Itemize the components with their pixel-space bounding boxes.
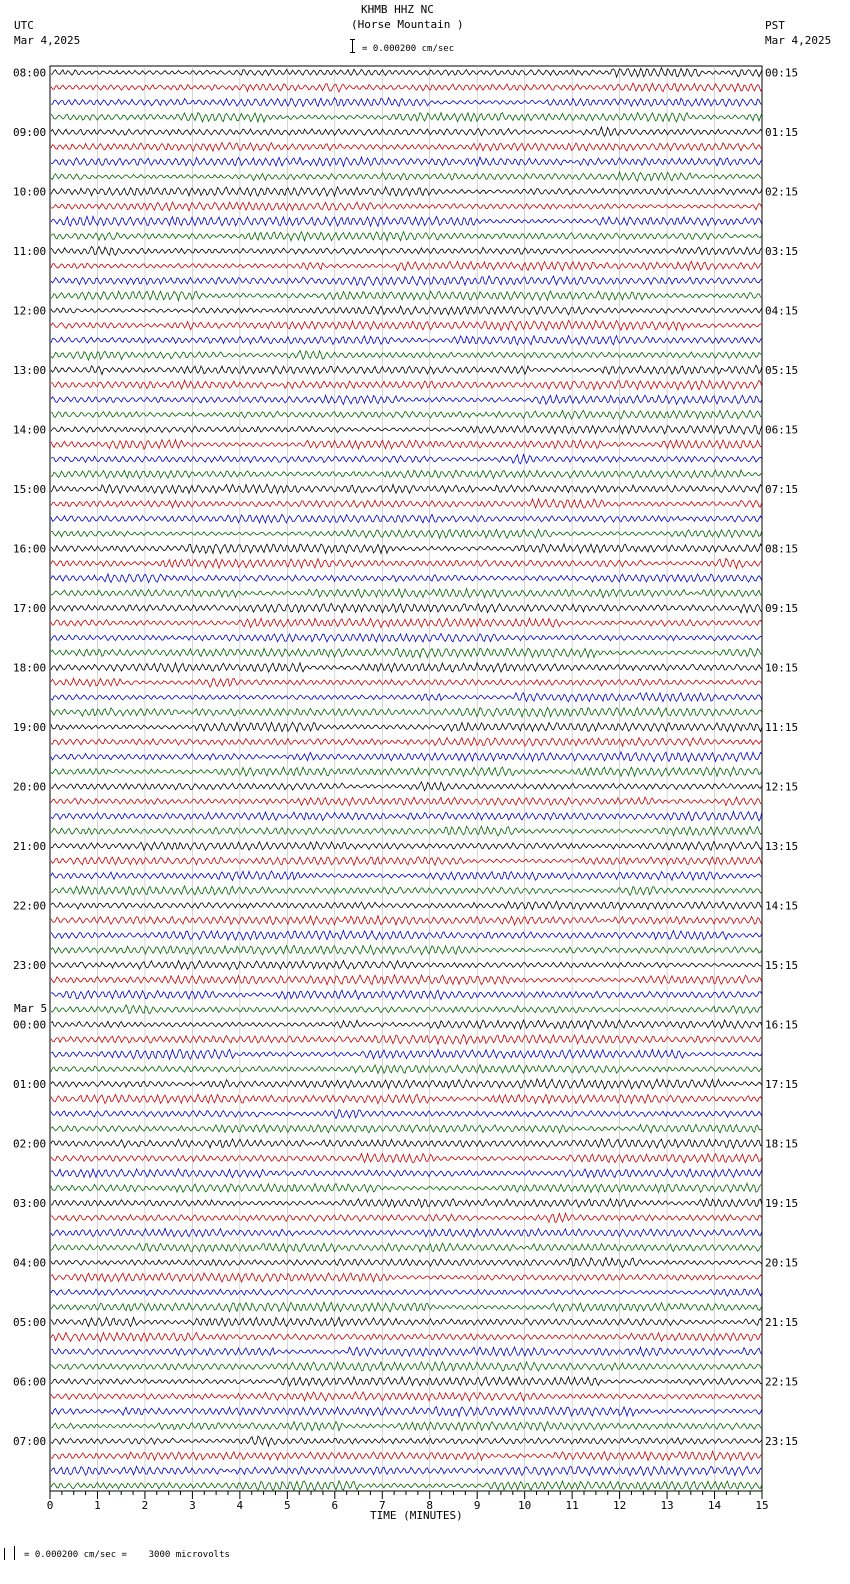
utc-hour-label: 04:00	[13, 1256, 47, 1270]
seismic-trace	[51, 990, 762, 999]
pst-hour-label: 04:15	[765, 304, 799, 318]
seismic-trace	[51, 663, 762, 672]
seismic-trace	[51, 589, 762, 598]
x-tick-label: 3	[189, 1499, 196, 1512]
seismic-trace	[51, 1035, 762, 1045]
seismic-trace	[51, 440, 762, 449]
x-tick-label: 14	[707, 1499, 722, 1512]
seismic-trace	[51, 351, 762, 361]
seismic-trace	[51, 395, 762, 404]
left-timezone: UTC	[14, 19, 34, 32]
seismic-trace	[51, 1243, 762, 1252]
seismic-trace	[51, 127, 762, 136]
seismic-trace	[51, 842, 762, 851]
seismic-trace	[51, 1199, 762, 1208]
utc-hour-label: 16:00	[13, 542, 47, 556]
seismic-trace	[51, 1362, 762, 1371]
utc-hour-label: 20:00	[13, 780, 47, 794]
utc-hour-label: 15:00	[13, 483, 47, 496]
seismic-trace	[51, 425, 762, 434]
x-tick-label: 4	[236, 1499, 244, 1512]
seismic-trace	[51, 1183, 762, 1192]
pst-hour-label: 20:15	[765, 1256, 799, 1270]
seismic-trace	[51, 514, 762, 523]
seismic-trace	[51, 930, 762, 940]
seismic-trace	[51, 916, 762, 925]
x-axis-label: TIME (MINUTES)	[370, 1509, 463, 1522]
pst-hour-label: 14:15	[765, 899, 799, 913]
utc-hour-label: 08:00	[13, 66, 47, 80]
seismic-trace	[51, 722, 762, 731]
pst-hour-label: 07:15	[765, 483, 799, 496]
utc-hour-label: 23:00	[13, 959, 47, 972]
utc-hour-label: 17:00	[13, 602, 47, 615]
seismic-trace	[51, 187, 762, 196]
x-tick-label: 0	[46, 1499, 54, 1512]
seismic-trace	[51, 1289, 762, 1296]
footer-scale-text: = 0.000200 cm/sec = 3000 microvolts	[24, 1550, 230, 1560]
seismic-trace	[51, 98, 762, 107]
seismic-trace	[51, 1005, 762, 1014]
right-date: Mar 4,2025	[765, 34, 832, 47]
x-tick-label: 6	[331, 1499, 339, 1512]
seismic-trace	[51, 738, 762, 747]
utc-hour-label: 06:00	[13, 1375, 47, 1389]
scale-text: = 0.000200 cm/sec	[362, 44, 455, 54]
utc-hour-label: 21:00	[13, 840, 47, 853]
seismic-trace	[51, 797, 762, 806]
seismic-trace	[51, 499, 762, 508]
seismic-trace	[51, 574, 762, 583]
seismic-trace	[51, 1228, 762, 1237]
seismic-trace	[51, 961, 762, 970]
pst-hour-label: 08:15	[765, 542, 799, 556]
seismic-trace	[51, 975, 762, 985]
pst-hour-label: 09:15	[765, 602, 799, 615]
seismic-trace	[51, 1451, 762, 1460]
seismic-trace	[51, 232, 762, 241]
seismic-trace	[51, 410, 762, 419]
x-tick-label: 10	[518, 1499, 532, 1512]
right-timezone: PST	[765, 19, 785, 32]
seismic-trace	[51, 1049, 762, 1059]
seismic-trace	[51, 618, 762, 627]
utc-hour-label: 02:00	[13, 1137, 47, 1151]
seismic-trace	[51, 306, 762, 315]
seismic-trace	[51, 708, 762, 718]
seismic-trace	[51, 1258, 762, 1268]
seismic-trace	[51, 634, 762, 642]
seismic-trace	[51, 752, 762, 762]
x-tick-label: 5	[284, 1499, 291, 1512]
seismic-trace	[51, 1094, 762, 1103]
seismic-trace	[51, 901, 762, 909]
seismic-trace	[51, 1466, 762, 1475]
seismic-trace	[51, 380, 762, 389]
seismic-trace	[51, 811, 762, 821]
seismic-trace	[51, 1124, 762, 1133]
x-tick-label: 2	[141, 1499, 149, 1512]
pst-hour-label: 01:15	[765, 126, 799, 139]
seismic-trace	[51, 1273, 762, 1282]
seismic-trace	[51, 1407, 762, 1417]
x-tick-label: 13	[660, 1499, 674, 1512]
x-tick-label: 1	[94, 1499, 101, 1512]
pst-hour-label: 15:15	[765, 959, 799, 972]
utc-hour-label: 01:00	[13, 1078, 47, 1091]
seismic-trace	[51, 455, 762, 464]
seismic-trace	[51, 320, 762, 330]
seismic-trace	[51, 767, 762, 776]
seismic-trace	[51, 172, 762, 181]
pst-hour-label: 16:15	[765, 1018, 799, 1032]
utc-hour-label: 12:00	[13, 304, 47, 318]
utc-hour-label: 22:00	[13, 899, 47, 913]
seismic-trace	[51, 857, 762, 866]
utc-hour-label: 14:00	[13, 423, 47, 437]
pst-hour-label: 21:15	[765, 1316, 799, 1329]
utc-hour-label: 09:00	[13, 126, 47, 139]
seismic-trace	[51, 886, 762, 895]
seismic-trace	[51, 1333, 762, 1342]
pst-hour-label: 06:15	[765, 423, 799, 437]
pst-hour-label: 13:15	[765, 840, 799, 853]
seismic-trace	[51, 678, 762, 687]
seismic-trace	[51, 826, 762, 836]
pst-hour-label: 12:15	[765, 780, 799, 794]
seismic-trace	[51, 693, 762, 702]
seismic-trace	[51, 336, 762, 345]
x-tick-label: 11	[565, 1499, 579, 1512]
pst-hour-label: 11:15	[765, 721, 799, 734]
seismic-trace	[51, 202, 762, 211]
seismic-trace	[51, 1436, 762, 1446]
seismic-trace	[51, 604, 762, 613]
seismic-trace	[51, 157, 762, 166]
utc-hour-label: 00:00	[13, 1018, 47, 1032]
utc-hour-label: 13:00	[13, 364, 47, 377]
seismic-trace	[51, 1169, 762, 1178]
seismic-trace	[51, 1392, 762, 1401]
seismic-trace	[51, 143, 762, 152]
seismic-trace	[51, 1347, 762, 1356]
station-title: KHMB HHZ NC	[361, 3, 434, 16]
seismic-trace	[51, 1065, 762, 1074]
seismic-trace	[51, 648, 762, 657]
seismic-trace	[51, 1110, 762, 1119]
seismic-trace	[51, 1154, 762, 1163]
seismic-trace	[51, 529, 762, 538]
seismic-trace	[51, 291, 762, 301]
seismic-trace	[51, 1079, 762, 1089]
pst-hour-label: 00:15	[765, 66, 799, 80]
seismic-trace	[51, 1139, 762, 1149]
seismic-trace	[51, 113, 762, 122]
pst-hour-label: 23:15	[765, 1435, 799, 1448]
day-change-label: Mar 5	[14, 1002, 48, 1015]
seismic-trace	[51, 1422, 762, 1431]
seismic-trace	[51, 261, 762, 270]
seismic-trace	[51, 946, 762, 955]
seismic-trace	[51, 247, 762, 256]
pst-hour-label: 19:15	[765, 1197, 799, 1210]
pst-hour-label: 18:15	[765, 1137, 799, 1151]
seismic-trace	[51, 365, 762, 374]
seismic-trace	[51, 470, 762, 478]
seismic-trace	[51, 1302, 762, 1312]
pst-hour-label: 03:15	[765, 245, 799, 258]
utc-hour-label: 03:00	[13, 1197, 47, 1210]
seismic-trace	[51, 558, 762, 568]
seismic-trace	[51, 484, 762, 493]
utc-hour-label: 18:00	[13, 661, 47, 675]
seismic-trace	[51, 871, 762, 880]
utc-hour-label: 05:00	[13, 1316, 47, 1329]
left-date: Mar 4,2025	[14, 34, 81, 47]
seismic-trace	[51, 216, 762, 226]
pst-hour-label: 10:15	[765, 661, 799, 675]
utc-hour-label: 19:00	[13, 721, 47, 734]
seismic-trace	[51, 1481, 762, 1491]
seismic-trace	[51, 83, 762, 92]
utc-hour-label: 11:00	[13, 245, 47, 258]
x-tick-label: 12	[612, 1499, 627, 1512]
x-tick-label: 7	[378, 1499, 386, 1512]
seismic-trace	[51, 782, 762, 791]
utc-hour-label: 10:00	[13, 185, 47, 199]
seismic-trace	[51, 1317, 762, 1326]
seismic-trace	[51, 1020, 762, 1029]
station-location: (Horse Mountain )	[351, 18, 464, 31]
pst-hour-label: 17:15	[765, 1078, 799, 1091]
seismic-trace	[51, 276, 762, 286]
pst-hour-label: 22:15	[765, 1375, 799, 1389]
seismic-trace	[51, 1377, 762, 1386]
pst-hour-label: 05:15	[765, 364, 799, 377]
x-tick-label: 15	[755, 1499, 769, 1512]
x-tick-label: 9	[473, 1499, 481, 1512]
utc-hour-label: 07:00	[13, 1435, 47, 1448]
seismic-trace	[51, 1213, 762, 1222]
pst-hour-label: 02:15	[765, 185, 799, 199]
seismic-trace	[51, 68, 762, 77]
seismic-trace	[51, 544, 762, 553]
x-tick-label: 8	[426, 1499, 434, 1512]
